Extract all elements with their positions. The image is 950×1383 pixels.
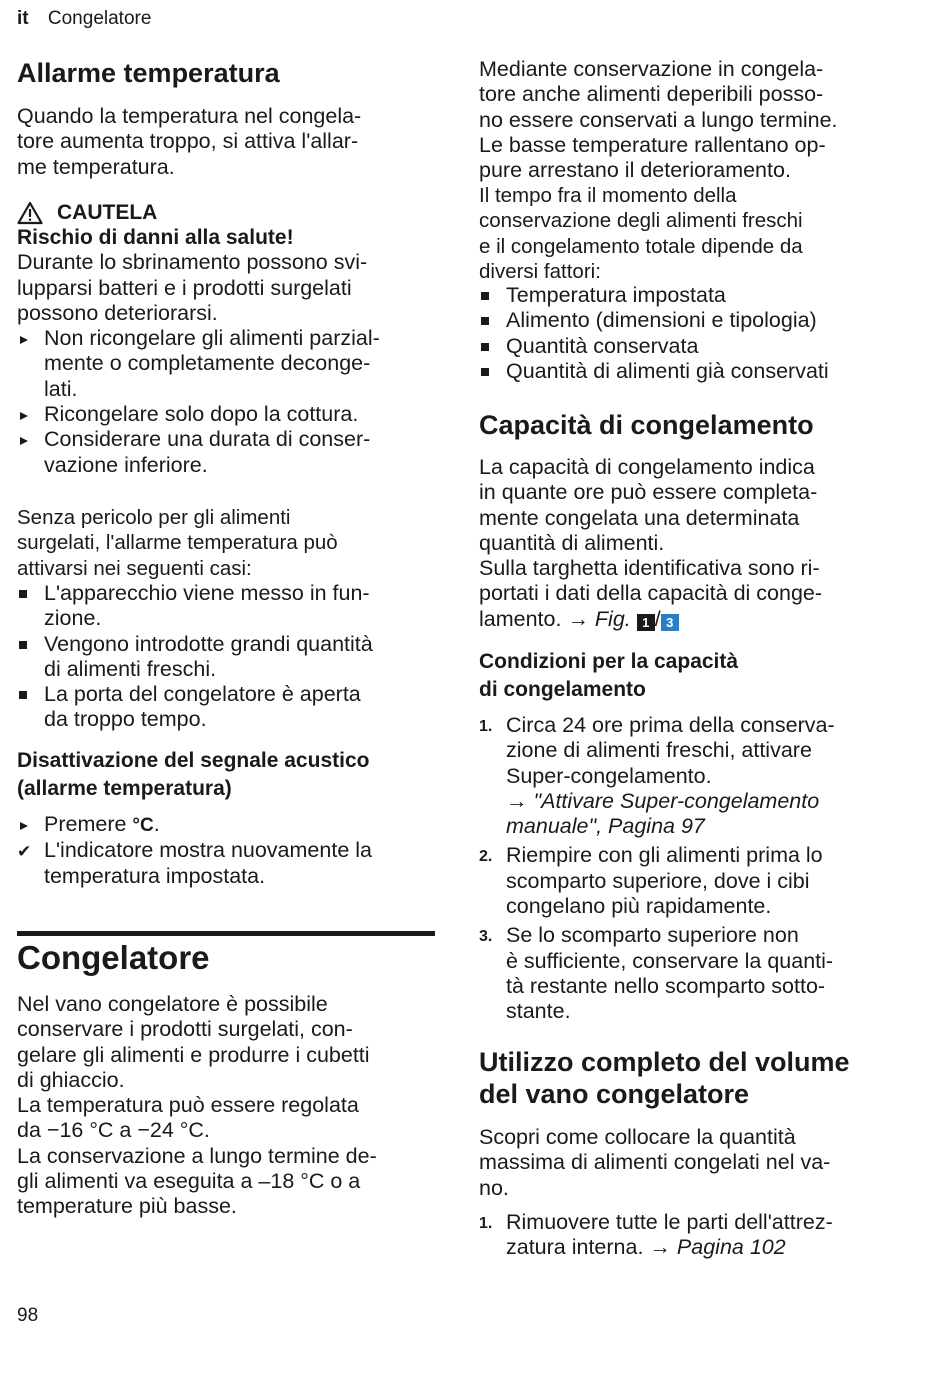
conditions-steps bbox=[479, 713, 919, 1025]
step-item: 1. Circa 24 ore prima della conserva- zione di alimenti freschi, attivare Super-congelamento. → "Attivare Super-congelamento manuale", Pagina 97 bbox=[479, 713, 835, 839]
caution-title bbox=[17, 200, 435, 225]
caution-block bbox=[17, 200, 435, 478]
arrow-icon: → bbox=[567, 606, 589, 631]
warning-icon bbox=[17, 201, 43, 225]
list-item: Premere °C. bbox=[44, 812, 160, 836]
checkmark-icon: ✔ bbox=[17, 842, 32, 862]
page-header bbox=[17, 8, 151, 30]
step-item: 3. Se lo scomparto superiore non è sufficiente, conservare la quanti- tà restante nello scomparto sotto- stante. bbox=[479, 923, 834, 1024]
page-reference-link[interactable]: manuale", Pagina 97 bbox=[506, 814, 705, 839]
list-item: Vengono introdotte grandi quantità di alimenti freschi. bbox=[44, 631, 373, 681]
heading-volume: Utilizzo completo del volume del vano congelatore bbox=[479, 1047, 850, 1109]
freezer-text: Nel vano congelatore è possibile conservare i prodotti surgelati, con- gelare gli alimenti e produrre i cubetti di ghiaccio. La temperatura può essere regolata da −16 °C a −24 °C. La conservazione a lungo termine de- gli alimenti va eseguita a –18 °C o a temperature più basse. bbox=[17, 992, 377, 1219]
figure-3-badge[interactable]: 3 bbox=[661, 614, 679, 631]
caution-steps bbox=[17, 326, 435, 478]
list-item: ✔ L'indicatore mostra nuovamente la temperatura impostata. bbox=[17, 838, 372, 888]
factors-list bbox=[479, 283, 919, 384]
arrow-icon: → bbox=[506, 788, 528, 813]
language-code: it bbox=[17, 8, 29, 29]
step-item: 1. Rimuovere tutte le parti dell'attrez- zatura interna. → Pagina 102 bbox=[479, 1210, 833, 1260]
caution-risk: Rischio di danni alla salute! bbox=[17, 226, 294, 249]
list-item: Temperatura impostata bbox=[506, 283, 726, 307]
page-reference-link[interactable]: "Attivare Super-congelamento bbox=[533, 788, 820, 813]
page-reference-link[interactable]: Pagina 102 bbox=[676, 1235, 786, 1260]
celsius-button-symbol: °C bbox=[132, 815, 154, 836]
list-item: L'apparecchio viene messo in fun- zione. bbox=[44, 581, 370, 631]
figure-reference[interactable]: Fig. bbox=[594, 606, 631, 631]
section-divider bbox=[17, 931, 435, 936]
caution-label: CAUTELA bbox=[57, 201, 158, 224]
heading-congelatore: Congelatore bbox=[17, 939, 210, 976]
no-danger-text: Senza pericolo per gli alimenti surgelati, l'allarme temperatura può attivarsi nei seguenti casi: bbox=[17, 506, 338, 580]
heading-alarm: Allarme temperatura bbox=[17, 58, 280, 88]
step-item: 2. Riempire con gli alimenti prima lo scomparto superiore, dove i cibi congelano più rapidamente. bbox=[479, 843, 823, 919]
heading-disable-signal: Disattivazione del segnale acustico (allarme temperatura) bbox=[17, 749, 370, 800]
arrow-icon: → bbox=[649, 1235, 671, 1260]
list-item: Ricongelare solo dopo la cottura. bbox=[44, 402, 359, 427]
volume-steps bbox=[479, 1210, 919, 1261]
no-danger-list bbox=[17, 581, 435, 733]
list-item: Non ricongelare gli alimenti parzial- mente o completamente deconge- lati. bbox=[44, 326, 380, 401]
page-number: 98 bbox=[17, 1305, 39, 1326]
heading-conditions: Condizioni per la capacità di congelamento bbox=[479, 650, 739, 701]
figure-1-badge[interactable]: 1 bbox=[637, 614, 655, 631]
list-item: Quantità di alimenti già conservati bbox=[506, 358, 829, 383]
list-item: Considerare una durata di conser- vazione inferiore. bbox=[44, 427, 371, 477]
storage-text: Mediante conservazione in congela- tore anche alimenti deperibili posso- no essere conservati a lungo termine. Le basse temperature rallentano op- pure arrestano il deterioramento. bbox=[479, 57, 838, 183]
time-text: Il tempo fra il momento della conservazione degli alimenti freschi e il congelamento totale dipende da diversi fattori: bbox=[479, 184, 803, 283]
list-item: Alimento (dimensioni e tipologia) bbox=[506, 308, 817, 333]
heading-capacity: Capacità di congelamento bbox=[479, 410, 814, 440]
volume-text: Scopri come collocare la quantità massima di alimenti congelati nel va- no. bbox=[479, 1125, 831, 1200]
list-item: Quantità conservata bbox=[506, 333, 699, 358]
section-name: Congelatore bbox=[47, 8, 152, 29]
list-item: La porta del congelatore è aperta da troppo tempo. bbox=[44, 682, 361, 732]
capacity-text: La capacità di congelamento indica in quante ore può essere completa- mente congelata una determinata quantità di alimenti. Sulla targhetta identificativa sono ri- portati i dati della capacità di conge- lamento. → Fig. 1 / 3 bbox=[479, 455, 823, 631]
alarm-intro: Quando la temperatura nel congela- tore aumenta troppo, si attiva l'allar- me temperatura. bbox=[17, 104, 362, 179]
caution-text: Durante lo sbrinamento possono svi- lupparsi batteri e i prodotti surgelati possono deteriorarsi. bbox=[17, 250, 368, 325]
disable-steps bbox=[17, 812, 435, 889]
